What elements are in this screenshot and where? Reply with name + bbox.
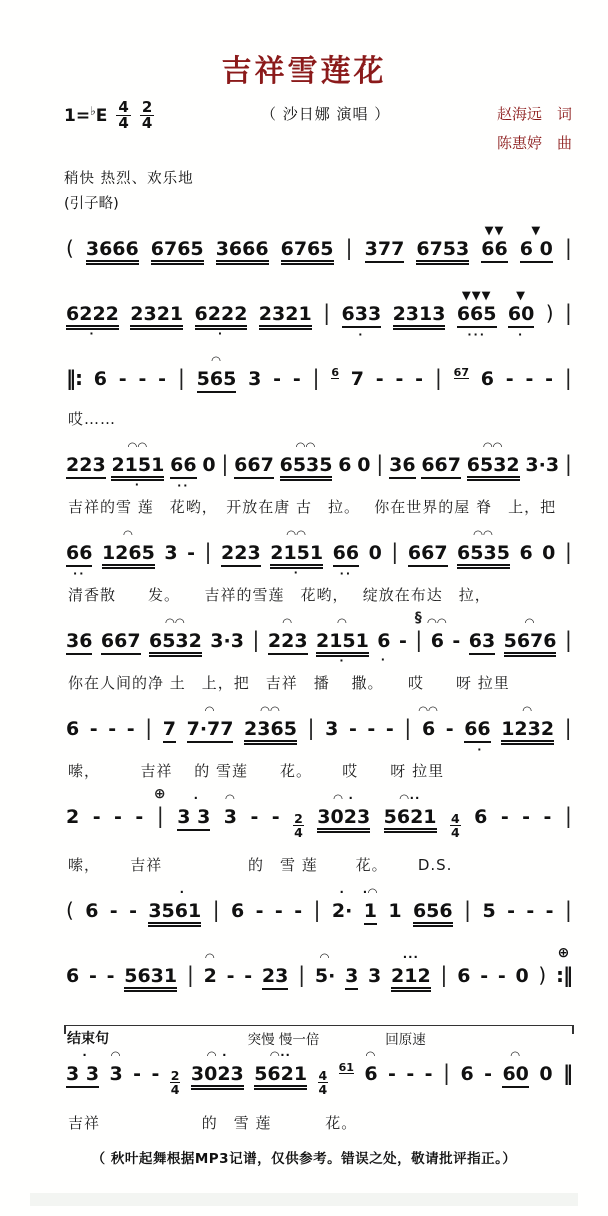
barline: | [434,366,442,390]
song-title: 吉祥雪莲花 [221,54,387,89]
barline: | [442,1061,451,1086]
music-line [64,945,574,1005]
music-line [64,610,574,693]
notes-row [64,945,574,1005]
slur-arc: ◠◠ [286,527,307,541]
note-group: - [367,718,376,740]
barline: | [323,301,331,325]
note-group: 3 3 · [177,808,210,831]
accent-marks: ▼▼ [484,223,505,237]
slur-arc: ◠ [337,615,348,629]
note-group: - [526,900,535,923]
note-group: 5· ◠ [314,950,336,988]
notes-row [64,223,574,278]
note-group: - [505,368,514,390]
slur-arc: ◠◠ [296,439,316,453]
note-group: - [133,1063,142,1086]
barline: | [464,898,472,923]
note-group: 6 [474,806,488,828]
note-group: 667 [101,632,141,655]
note-group: 1 [388,900,402,923]
note-group: 66 ·· [66,542,93,580]
note-group: - [274,900,283,923]
slur-arc: ◠ [123,527,134,541]
octave-dots: ·· [73,567,86,580]
slur-arc: ◠·· [399,791,421,805]
composer-credit: 陈惠婷 曲 [496,133,572,152]
notes-row [64,703,574,758]
note-group: 3 [248,368,262,390]
note-group: 36 [389,456,415,479]
key-letter: E [95,105,108,126]
note-group: - [497,965,506,988]
barline: | [564,301,572,325]
note-group: 6535 ◠◠ [280,456,333,481]
tempo-marking: 稍快 热烈、欢乐地 [64,171,194,187]
note-group: 0 [357,454,371,476]
barline: | [345,236,353,260]
note-group: 5621 ◠·· [384,808,437,833]
time-signature-44: $\frac{4}{4}$ [118,98,129,133]
note-group: - [545,900,554,923]
parenthesis: ( [66,236,74,260]
note-group: - [151,1063,160,1086]
slur-arc: ◠ [225,791,236,805]
repeat-barline: :‖ ⊕ [555,945,572,988]
page-bottom-strip [30,1193,578,1206]
note-group: 5631 [124,967,177,992]
lyrics-row: 嗦， 吉祥 的 雪 莲 花。 D.S. [68,856,453,875]
slur-arc: ◠◠ [165,615,186,629]
lyrics-row: 清香散 发。 吉祥的雪莲 花哟， 绽放在布达 拉， [68,586,491,604]
barline: | § [414,610,423,652]
ending-phrase-label: 结束句 [67,1031,109,1048]
slur-arc: ◠◠ [473,527,494,541]
slur-arc: ◠◠ [427,615,448,629]
note-group: 6 [457,965,471,988]
octave-dots: ·· [339,567,353,580]
music-line [64,353,574,429]
note-group: - [88,965,97,988]
octave-dots: ··· [467,328,486,341]
note-group: - [118,368,127,390]
ending-labels [64,1027,574,1049]
grace-note: 61 [338,1061,354,1075]
barline: | [145,716,153,740]
slow-down-label: 突慢 慢一倍 [247,1032,320,1049]
note-group: 3 [368,965,382,988]
slur-arc: ◠◠ [418,703,439,717]
note-group: - [158,368,167,390]
note-group: - [484,1063,493,1086]
notes-row [64,1045,574,1109]
barline: | [186,963,194,988]
repeat-barline: ‖ [562,1061,572,1086]
note-group: - [424,1063,433,1086]
notes-row [64,610,574,670]
octave-dots: · [339,885,345,900]
octave-dots: · [77,1048,88,1063]
note-group: 0 [515,965,529,988]
note-group: 3·3 [210,630,244,652]
barline: | [440,963,448,988]
slur-arc: ◠ [205,703,215,717]
author-credits [497,100,572,157]
note-group: 6 [93,368,108,390]
note-group: - [375,368,384,390]
performer-credit: （ 沙日娜 演唱 ） [260,105,391,123]
note-group: - [108,718,117,740]
note-group: - [109,900,118,923]
octave-dots: · [89,327,96,340]
barline: | [564,366,572,390]
notes-row [64,288,574,343]
octave-dots: · [339,654,346,667]
note-group: - [388,1063,396,1086]
note-group: - [255,900,264,923]
note-group: 6 ◠◠ [418,703,439,740]
octave-dots: · [471,743,484,756]
slur-arc: ◠ [282,615,293,629]
note-group: 6753 [416,240,469,265]
music-line [64,439,574,517]
note-group: 6532 ◠◠ [149,632,202,657]
note-group: 3023 ◠ · [317,808,370,833]
note-group: 3023 ◠ · [191,1065,244,1090]
music-line [64,885,574,940]
accent-marks: ▼▼▼ [461,288,492,302]
intro-note: (引子略) [64,196,119,212]
slur-arc: ◠ [211,353,222,367]
note-group: 5 [482,900,496,923]
barline: | [307,716,315,740]
note-group: 66 · [464,718,491,756]
barline: | [313,898,321,923]
octave-dots: · [518,328,525,341]
score-header [64,100,572,157]
octave-dots: · [217,327,225,340]
barline: | ⊕ [153,786,167,828]
note-group: 6765 [281,240,334,265]
slur-arc: ◠ · [207,1048,228,1063]
accent-marks: ▼ [516,288,527,302]
ending-system [64,1025,574,1132]
note-group: 3 [345,967,358,990]
note-group: - [273,368,282,390]
music-line [64,288,574,343]
notes-row [64,527,574,582]
note-group: - [415,368,424,390]
notes-row [64,885,574,940]
repeat-barline: ‖: [66,366,82,390]
music-line [64,703,574,781]
music-line [64,527,574,605]
note-group: 66 ·· [332,542,360,580]
note-group: 6 [338,454,352,476]
note-group: 6 [519,542,533,564]
note-group: 667 [421,456,461,479]
note-group: 6 ◠◠ [427,615,448,652]
note-group: 6 [480,368,494,390]
slur-arc: ◠ [366,1048,376,1063]
note-group: - [226,965,235,988]
note-group: 6765 [151,240,204,265]
note-group: - [271,806,280,828]
flat-sign-icon: ♭ [90,103,96,118]
barline: | [376,452,384,476]
note-group: 2313 [393,305,446,330]
note-group: - [522,806,531,828]
note-group: - [452,630,461,652]
note-group: - [545,368,554,390]
note-group: 63 [469,632,495,655]
note-group: 6 0 ▼ [520,240,553,263]
note-group: 6222 · [194,303,248,340]
note-group: 1 ·◠ [364,902,377,925]
note-group: 36 [66,632,92,655]
note-group: 3666 [86,240,139,265]
note-group: 3 ◠ [109,1048,123,1086]
note-group: 6535 ◠◠ [457,544,510,569]
note-group: 2151 ◠◠ · [270,527,324,579]
octave-dots: · [358,328,365,341]
note-group: 2321 [259,305,312,330]
note-group: 667 [408,544,448,567]
key-signature [64,100,154,132]
slur-arc: ◠◠ [260,703,281,717]
octave-dots: · [293,566,300,579]
barline: | [404,716,412,740]
music-line [64,1045,574,1132]
barline: | [564,236,572,260]
note-group: 3 3 · [66,1065,99,1088]
key-prefix: 1= [64,105,91,126]
note-group: - [500,806,509,828]
note-group: 2365 ◠◠ [244,720,297,745]
notes-row [64,786,574,852]
note-group: 633 · [341,303,382,341]
time-signature: $\frac{2}{4}$ [294,811,303,841]
note-group: 6 · [377,630,391,666]
octave-dots: · [134,478,141,491]
note-group: 6 [460,1063,474,1086]
note-group: 66 ·· [170,454,197,492]
note-group: - [250,806,259,828]
note-group: 667 [234,456,274,479]
slur-arc: ◠ [510,1048,521,1063]
note-group: 7·77 ◠ [187,720,234,743]
barline: | [564,898,572,923]
note-group: 2· · [331,885,353,923]
note-group: 377 [365,240,405,263]
barline: | [212,898,220,923]
octave-dots: ·· [177,479,190,492]
note-group: 7 [350,368,365,390]
note-group: 6 ◠ [364,1048,378,1086]
slur-arc: ◠◠ [128,439,148,453]
note-group: 2 [66,806,80,828]
note-group: 6 [85,900,99,923]
grace-note: 6 [331,366,339,379]
barline: | [564,804,572,828]
notes-row [64,439,574,494]
octave-dots: · [164,885,185,900]
note-group: 2151 ◠ · [315,615,369,667]
note-group: - [126,718,135,740]
note-group: 656 [413,902,453,927]
note-group: 6 [66,718,80,740]
note-group: - [129,900,137,923]
slur-arc: ◠ [111,1048,122,1063]
note-group: 1232 ◠ [501,720,554,745]
lyrics-row: 吉祥的雪 莲 花哟， 开放在唐 古 拉。 你在世界的屋 脊 上，把 [68,498,557,516]
note-group: 2 ◠ [203,950,217,988]
note-group: - [187,542,195,564]
note-group: 3666 [216,240,269,265]
note-group: - [292,368,301,390]
note-group: - [525,368,534,390]
lyrics-row: 吉祥 的 雪 莲 花。 [68,1113,358,1132]
time-signature: $\frac{4}{4}$ [318,1068,328,1098]
barline: | [564,716,572,740]
barline: | [204,540,212,564]
note-group: 66 ▼▼ [481,240,507,263]
note-group: 0 [539,1063,553,1086]
note-group: - [406,1063,415,1086]
note-group: 7 [163,720,176,743]
music-line [64,786,574,875]
note-group: - [89,718,98,740]
parenthesis: ( [66,898,74,923]
barline: | [177,366,185,390]
octave-dots: ··· [402,950,419,965]
note-group: - [480,965,489,988]
slur-arc: ◠ [320,950,331,965]
octave-dots: · [188,791,199,805]
slur-arc: ◠◠ [483,439,504,453]
note-group: 5621 ◠·· [254,1065,307,1090]
barline: | [564,452,572,476]
note-group: 3 [164,542,178,564]
time-signature: $\frac{2}{4}$ [170,1068,180,1098]
time-signature: $\frac{4}{4}$ [450,811,460,841]
octave-dots: · [380,653,387,666]
note-group: 23 [262,967,288,990]
parenthesis: ) [538,963,547,988]
note-group: 5676 ◠ [504,632,557,657]
note-group: - [135,806,144,828]
note-group: 223 [66,456,106,479]
barline: | [564,628,572,652]
note-group: 2151 ◠◠ · [111,439,165,491]
note-group: - [445,718,454,740]
segno-sign: § [414,610,423,626]
note-group: - [244,965,253,988]
note-group: - [385,718,394,740]
note-group: 6 [231,900,245,923]
note-group: 2321 [130,305,183,330]
note-group: - [543,806,552,828]
note-group: 665 ▼▼▼ ··· [456,288,497,341]
coda-sign: ⊕ [557,945,571,962]
lyrics-row: 嗦， 吉祥 的 雪莲 花。 哎 呀 拉里 [68,762,445,780]
note-group: 3 [325,718,339,740]
note-group: 1265 ◠ [102,544,155,569]
note-group: - [92,806,101,828]
barline: | [298,963,306,988]
slur-arc: ·◠ [362,885,378,900]
note-group: 223 ◠ [268,632,308,655]
note-group: 3·3 [525,454,560,476]
note-group: 223 [221,544,261,567]
slur-arc: ◠ · [333,791,354,805]
barline: | [221,452,229,476]
slur-arc: ◠ [522,703,533,717]
note-group: - [395,368,404,390]
lyrics-row: 哎…… [68,410,117,428]
parenthesis: ) [545,301,554,325]
note-group: - [507,900,515,923]
note-group: 0 [368,542,382,564]
note-group: 212 ··· [391,967,431,992]
note-group: - [138,368,147,390]
note-group: 60 ◠ [502,1065,528,1088]
note-group: - [348,718,357,740]
note-group: - [294,900,303,923]
note-group: - [106,965,115,988]
lyricist-credit: 赵海远 词 [496,105,572,123]
note-group: 6 [66,965,80,988]
barline: | [391,540,399,564]
barline: | [312,366,320,390]
note-group: 60 ▼ · [507,288,535,341]
note-group: 6222 · [66,303,119,340]
note-group: 3 ◠ [223,791,237,828]
a-tempo-label: 回原速 [385,1032,426,1049]
accent-marks: ▼ [531,223,542,237]
slur-arc: ◠ [525,615,535,629]
barline: | [252,628,260,652]
note-group: 3561 · [148,902,201,927]
coda-sign: ⊕ [153,786,167,802]
note-group: 0 [202,454,216,476]
note-group: 565 ◠ [197,370,237,393]
time-signature-24: $\frac{2}{4}$ [141,98,153,133]
note-group: 0 [542,542,556,564]
notes-row [64,353,574,406]
grace-note: 67 [453,366,469,379]
notation-area [64,223,574,1133]
slur-arc: ◠ [205,950,216,965]
music-line [64,223,574,278]
note-group: - [398,630,407,652]
note-group: 6532 ◠◠ [467,456,520,481]
slur-arc: ◠·· [270,1048,291,1063]
note-group: - [114,806,122,828]
lyrics-row: 你在人间的净 土 上，把 吉祥 播 撒。 哎 呀 拉里 [68,674,510,692]
barline: | [564,540,572,564]
transcriber-footnote: （ 秋叶起舞根据MP3记谱，仅供参考。错误之处，敬请批评指正。） [91,1150,517,1167]
